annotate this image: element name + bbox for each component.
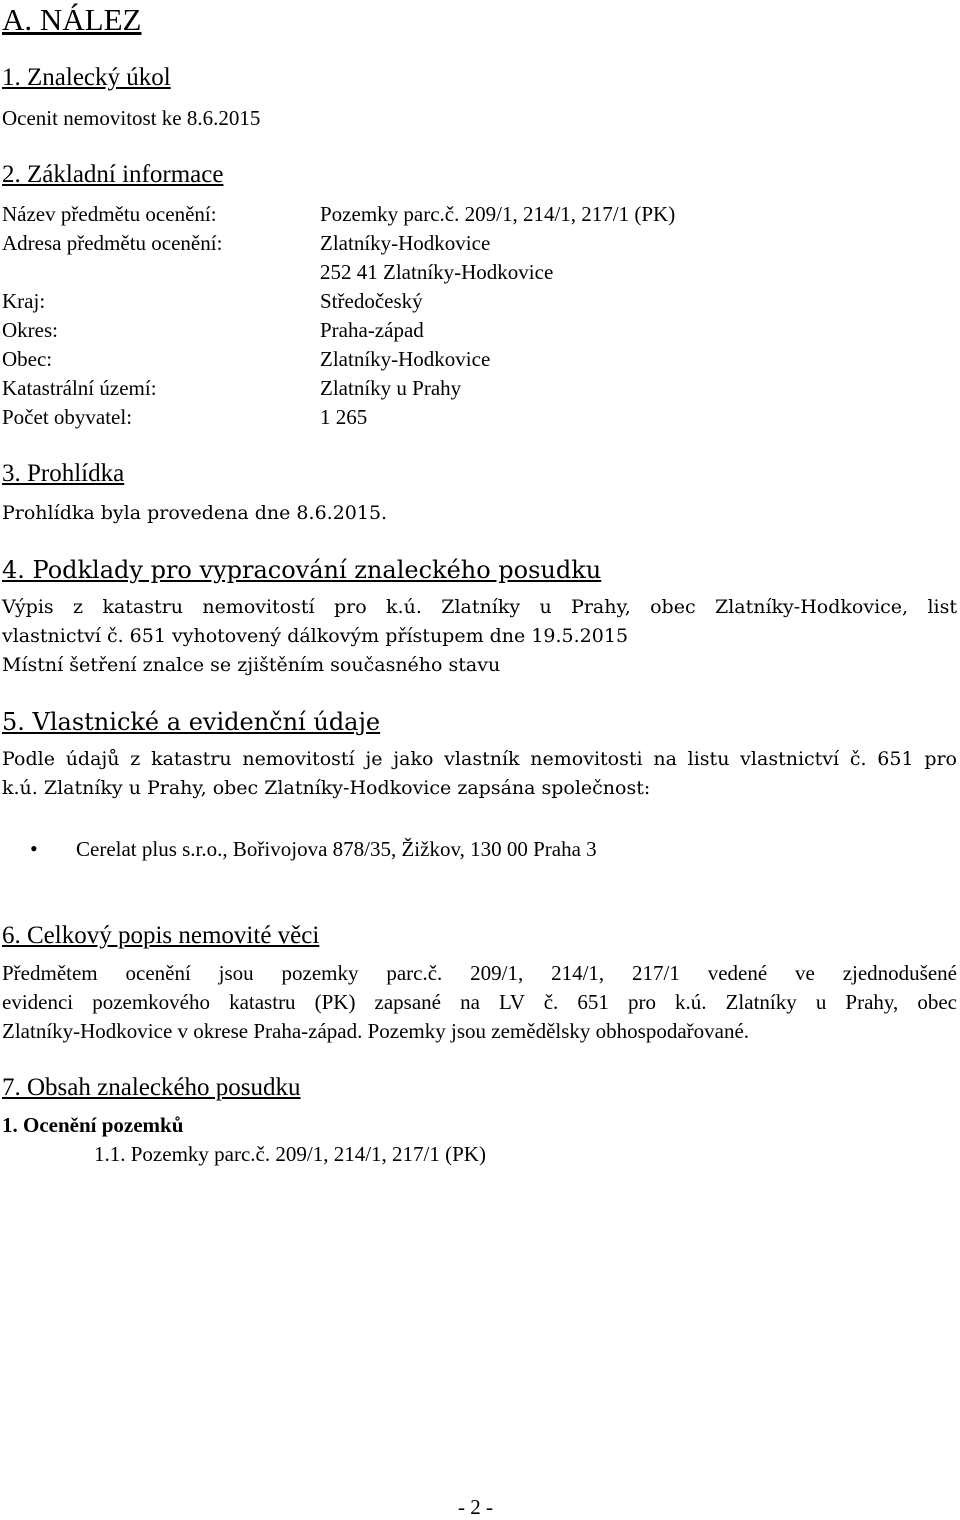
section-2-heading: 2. Základní informace (2, 161, 224, 188)
contents-subitem: 1.1. Pozemky parc.č. 209/1, 214/1, 217/1 (PK) (94, 1142, 486, 1166)
info-label: Název předmětu ocenění: (2, 202, 217, 226)
info-value: Zlatníky-Hodkovice (320, 231, 491, 255)
section-4-line: vlastnictví č. 651 vyhotovený dálkovým přístupem dne 19.5.2015 (2, 625, 629, 647)
section-1-text: Ocenit nemovitost ke 8.6.2015 (2, 106, 261, 130)
section-5-line: Podle údajů z katastru nemovitostí je jako vlastník nemovitosti na listu vlastnictví č. 651 pro (2, 748, 957, 770)
population-value: 1 265 (320, 405, 368, 429)
section-6-line: Zlatníky-Hodkovice v okrese Praha-západ. Pozemky jsou zemědělsky obhospodařované. (2, 1019, 750, 1043)
info-label: Katastrální území: (2, 376, 157, 400)
section-4-heading: 4. Podklady pro vypracování znaleckého posudku (2, 556, 602, 584)
section-3-text: Prohlídka byla provedena dne 8.6.2015. (2, 502, 388, 524)
info-value: 252 41 Zlatníky-Hodkovice (320, 260, 554, 284)
info-label: Obec: (2, 347, 53, 371)
info-value: Středočeský (320, 289, 423, 313)
section-5-heading: 5. Vlastnické a evidenční údaje (2, 708, 381, 736)
section-1-heading: 1. Znalecký úkol (2, 64, 171, 91)
owner-list-item: Cerelat plus s.r.o., Bořivojova 878/35, Žižkov, 130 00 Praha 3 (76, 837, 597, 861)
info-value: Zlatníky u Prahy (320, 376, 462, 400)
info-value: Praha-západ (320, 318, 424, 342)
section-4-line: Výpis z katastru nemovitostí pro k.ú. Zlatníky u Prahy, obec Zlatníky-Hodkovice, list (2, 596, 957, 618)
contents-item: 1. Ocenění pozemků (2, 1113, 184, 1137)
population-label: Počet obyvatel: (2, 405, 133, 429)
info-value: Zlatníky-Hodkovice (320, 347, 491, 371)
info-label: Kraj: (2, 289, 46, 313)
bullet-dot-icon: • (30, 836, 38, 861)
info-label: Okres: (2, 318, 58, 342)
section-7-heading: 7. Obsah znaleckého posudku (2, 1074, 301, 1101)
section-6-heading: 6. Celkový popis nemovité věci (2, 922, 320, 949)
page-title: A. NÁLEZ (2, 2, 142, 37)
info-value: Pozemky parc.č. 209/1, 214/1, 217/1 (PK) (320, 202, 676, 226)
section-4-line: Místní šetření znalce se zjištěním současného stavu (2, 654, 501, 676)
section-5-line: k.ú. Zlatníky u Prahy, obec Zlatníky-Hodkovice zapsána společnost: (2, 777, 651, 799)
section-3-heading: 3. Prohlídka (2, 460, 125, 487)
page-number: - 2 - (458, 1495, 493, 1519)
section-6-line: evidenci pozemkového katastru (PK) zapsané na LV č. 651 pro k.ú. Zlatníky u Prahy, obec (2, 990, 957, 1014)
info-label: Adresa předmětu ocenění: (2, 231, 223, 255)
section-6-line: Předmětem ocenění jsou pozemky parc.č. 209/1, 214/1, 217/1 vedené ve zjednodušené (2, 961, 957, 985)
